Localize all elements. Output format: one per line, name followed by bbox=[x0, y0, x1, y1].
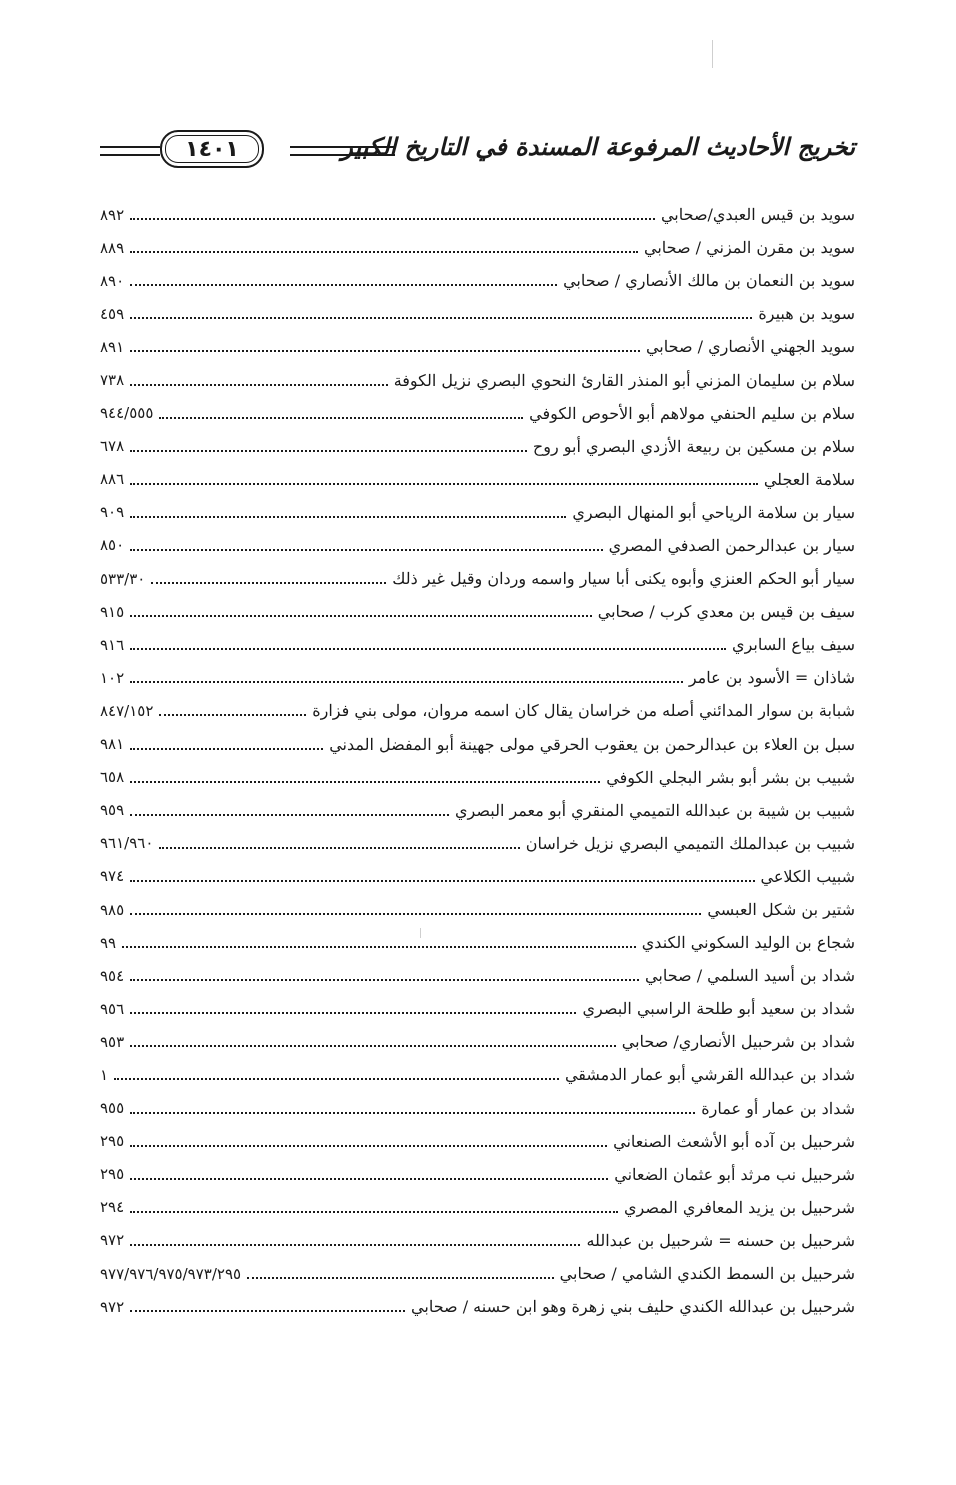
index-entry bbox=[100, 1125, 855, 1158]
dot-leader bbox=[130, 978, 639, 981]
entry-page-number: ٦٧٨ bbox=[100, 437, 125, 456]
dot-leader bbox=[130, 217, 655, 220]
dot-leader bbox=[130, 813, 449, 816]
index-entry bbox=[100, 1224, 855, 1257]
entry-name: سيار أبو الحكم العنزي وأبوه يكنى أبا سيار واسمه وردان وقيل غير ذلك bbox=[392, 569, 855, 589]
entry-page-number: ٨٩٠ bbox=[100, 271, 125, 290]
dot-leader bbox=[130, 1044, 616, 1047]
entry-page-number: ٤٥٩ bbox=[100, 304, 125, 323]
entry-page-number: ١٠٢ bbox=[100, 668, 125, 687]
entry-name: سيار بن سلامة الرياحي أبو المنهال البصري bbox=[572, 502, 855, 522]
index-entry bbox=[100, 198, 855, 231]
entry-page-number: ٩٥٥ bbox=[100, 1099, 125, 1118]
entry-page-number: ٩٨٥ bbox=[100, 900, 125, 919]
entry-page-number: ٩٧٧/٩٧٦/٩٧٥/٩٧٣/٢٩٥ bbox=[100, 1264, 242, 1283]
index-entry bbox=[100, 992, 855, 1025]
scan-artifact bbox=[712, 40, 713, 68]
index-entry bbox=[100, 893, 855, 926]
dot-leader bbox=[130, 482, 758, 485]
entry-name: شبيب بن عبدالملك التميمي البصري نزيل خراسان bbox=[525, 833, 855, 853]
entry-name: شتير بن شكل العبسي bbox=[707, 900, 855, 920]
entry-name: شرحبيل بن يزيد المعافري المصري bbox=[624, 1197, 855, 1217]
entry-name: شجاع بن الوليد السكوني الكندي bbox=[641, 933, 855, 953]
dot-leader bbox=[130, 383, 388, 386]
header-rule bbox=[290, 146, 395, 156]
entry-name: شرحبيل بن آده أبو الأشعث الصنعاني bbox=[613, 1131, 855, 1151]
dot-leader bbox=[130, 1144, 607, 1147]
entry-name: شبيب الكلاعي bbox=[760, 866, 855, 886]
index-entry bbox=[100, 661, 855, 694]
dot-leader bbox=[159, 846, 519, 849]
entry-name: شرحبيل بن عبدالله الكندي حليف بني زهرة وهو ابن حسنه / صحابي bbox=[411, 1297, 855, 1317]
index-entry bbox=[100, 1290, 855, 1323]
entry-page-number: ٩٤٤/٥٥٥ bbox=[100, 404, 154, 423]
entry-name: سلام بن سليم الحنفي مولاهم أبو الأحوص الكوفي bbox=[529, 403, 855, 423]
index-entry bbox=[100, 860, 855, 893]
dot-leader bbox=[130, 1309, 405, 1312]
dot-leader bbox=[130, 614, 592, 617]
index-entry bbox=[100, 959, 855, 992]
dot-leader bbox=[159, 713, 306, 716]
dot-leader bbox=[130, 349, 640, 352]
entry-page-number: ٨٤٧/١٥٢ bbox=[100, 701, 154, 720]
index-entry bbox=[100, 595, 855, 628]
entry-name: شرحبيل بن السمط الكندي الشامي / صحابي bbox=[559, 1264, 855, 1284]
dot-leader bbox=[130, 515, 566, 518]
index-entry bbox=[100, 694, 855, 727]
index-entry bbox=[100, 363, 855, 396]
entry-name: شبابة بن سوار المدائني أصله من خراسان يقال كان اسمه مروان، مولى بني فزارة bbox=[312, 701, 855, 721]
index-entry bbox=[100, 297, 855, 330]
page-number-badge: ١٤٠١ bbox=[160, 130, 264, 168]
index-entry bbox=[100, 496, 855, 529]
entry-name: سويد الجهني الأنصاري / صحابي bbox=[645, 337, 855, 357]
entry-name: سويد بن النعمان بن مالك الأنصاري / صحابي bbox=[563, 271, 855, 291]
index-entry bbox=[100, 926, 855, 959]
entry-name: سيار بن عبدالرحمن الصدفي المصري bbox=[608, 535, 855, 555]
index-entry bbox=[100, 794, 855, 827]
book-title: تخريج الأحاديث المرفوعة المسندة في التاريخ الكبير bbox=[341, 132, 855, 161]
index-entry bbox=[100, 430, 855, 463]
entry-page-number: ٢٩٤ bbox=[100, 1198, 125, 1217]
entry-page-number: ٩٧٢ bbox=[100, 1231, 125, 1250]
entry-name: شداد بن عمار أو عمارة bbox=[701, 1098, 855, 1118]
dot-leader bbox=[130, 680, 683, 683]
entry-page-number: ٩٧٤ bbox=[100, 867, 125, 886]
running-header bbox=[100, 128, 855, 180]
index-entry bbox=[100, 1191, 855, 1224]
index-entry bbox=[100, 761, 855, 794]
dot-leader bbox=[159, 416, 523, 419]
dot-leader bbox=[130, 912, 701, 915]
index-entry bbox=[100, 264, 855, 297]
entry-name: شبيب بن بشر أبو بشر البجلي الكوفي bbox=[606, 767, 855, 787]
dot-leader bbox=[114, 1077, 559, 1080]
index-entry bbox=[100, 231, 855, 264]
entry-page-number: ٨٥٠ bbox=[100, 536, 125, 555]
dot-leader bbox=[130, 449, 527, 452]
dot-leader bbox=[130, 747, 323, 750]
dot-leader bbox=[130, 780, 600, 783]
entry-name: سلام بن مسكين بن ربيعة الأزدي البصري أبو روح bbox=[532, 436, 855, 456]
entry-name: سويد بن قيس العبدي/صحابي bbox=[660, 205, 855, 225]
index-entry bbox=[100, 1025, 855, 1058]
entry-name: سويد بن هبيرة bbox=[758, 304, 855, 324]
index-entry bbox=[100, 628, 855, 661]
entry-page-number: ٢٩٥ bbox=[100, 1132, 125, 1151]
entry-name: شداد بن عبدالله القرشي أبو عمار الدمشقي bbox=[564, 1065, 855, 1085]
dot-leader bbox=[130, 1011, 576, 1014]
entry-page-number: ٨٨٩ bbox=[100, 238, 125, 257]
entry-page-number: ٥٣٣/٣٠ bbox=[100, 569, 146, 588]
entry-page-number: ٩١٦ bbox=[100, 635, 125, 654]
entry-name: سيف بن قيس بن معدي كرب / صحابي bbox=[597, 602, 855, 622]
dot-leader bbox=[130, 283, 557, 286]
entry-name: شبيب بن شيبة بن عبدالله التميمي المنقري أبو معمر البصري bbox=[455, 800, 855, 820]
dot-leader bbox=[247, 1276, 554, 1279]
entry-name: شداد بن أسيد السلمي / صحابي bbox=[645, 966, 855, 986]
entry-page-number: ٩١٥ bbox=[100, 602, 125, 621]
index-entry bbox=[100, 330, 855, 363]
index-entry bbox=[100, 1158, 855, 1191]
index-entry bbox=[100, 529, 855, 562]
index-entry bbox=[100, 827, 855, 860]
index-list bbox=[100, 198, 855, 1323]
dot-leader bbox=[130, 1243, 580, 1246]
entry-name: شرحبيل بن حسنه = شرحبيل بن عبدالله bbox=[586, 1230, 855, 1250]
entry-page-number: ٩٨١ bbox=[100, 735, 125, 754]
entry-name: سلامة العجلي bbox=[763, 469, 855, 489]
entry-page-number: ٨٩٢ bbox=[100, 205, 125, 224]
entry-page-number: ٩٥٤ bbox=[100, 966, 125, 985]
dot-leader bbox=[130, 548, 602, 551]
entry-page-number: ٢٩٥ bbox=[100, 1165, 125, 1184]
dot-leader bbox=[130, 1177, 608, 1180]
entry-page-number: ٩٥٣ bbox=[100, 1032, 125, 1051]
entry-page-number: ٩٦١/٩٦٠ bbox=[100, 834, 154, 853]
dot-leader bbox=[130, 316, 752, 319]
entry-page-number: ٨٩١ bbox=[100, 337, 125, 356]
entry-page-number: ١ bbox=[100, 1065, 109, 1084]
entry-page-number: ٦٥٨ bbox=[100, 768, 125, 787]
entry-page-number: ٩٠٩ bbox=[100, 503, 125, 522]
dot-leader bbox=[130, 647, 726, 650]
index-entry bbox=[100, 397, 855, 430]
dot-leader bbox=[130, 879, 754, 882]
entry-name: سويد بن مقرن المزني / صحابي bbox=[644, 238, 855, 258]
header-rule bbox=[100, 146, 160, 156]
dot-leader bbox=[130, 1111, 695, 1114]
index-entry bbox=[100, 463, 855, 496]
index-entry bbox=[100, 728, 855, 761]
dot-leader bbox=[130, 1210, 618, 1213]
entry-name: سيف بياع السابري bbox=[732, 635, 855, 655]
dot-leader bbox=[130, 250, 638, 253]
entry-page-number: ٧٣٨ bbox=[100, 371, 125, 390]
entry-page-number: ٩٩ bbox=[100, 933, 117, 952]
dot-leader bbox=[151, 581, 386, 584]
dot-leader bbox=[122, 945, 636, 948]
index-entry bbox=[100, 1257, 855, 1290]
entry-name: شداد بن شرحبيل الأنصاري/ صحابي bbox=[621, 1032, 855, 1052]
entry-name: سبل بن العلاء بن عبدالرحمن بن يعقوب الحرقي مولى جهينة أبو المفضل المدني bbox=[329, 734, 855, 754]
entry-name: شرحبيل نب مرثد أبو عثمان الضعاني bbox=[614, 1164, 855, 1184]
index-entry bbox=[100, 562, 855, 595]
entry-page-number: ٨٨٦ bbox=[100, 470, 125, 489]
entry-page-number: ٩٥٦ bbox=[100, 999, 125, 1018]
entry-page-number: ٩٥٩ bbox=[100, 801, 125, 820]
entry-name: شاذان = الأسود بن عامر bbox=[688, 668, 855, 688]
index-entry bbox=[100, 1092, 855, 1125]
index-entry bbox=[100, 1058, 855, 1091]
entry-name: سلام بن سليمان المزني أبو المنذر القارئ النحوي البصري نزيل الكوفة bbox=[393, 370, 855, 390]
entry-name: شداد بن سعيد أبو طلحة الراسبي البصري bbox=[582, 999, 855, 1019]
entry-page-number: ٩٧٢ bbox=[100, 1297, 125, 1316]
